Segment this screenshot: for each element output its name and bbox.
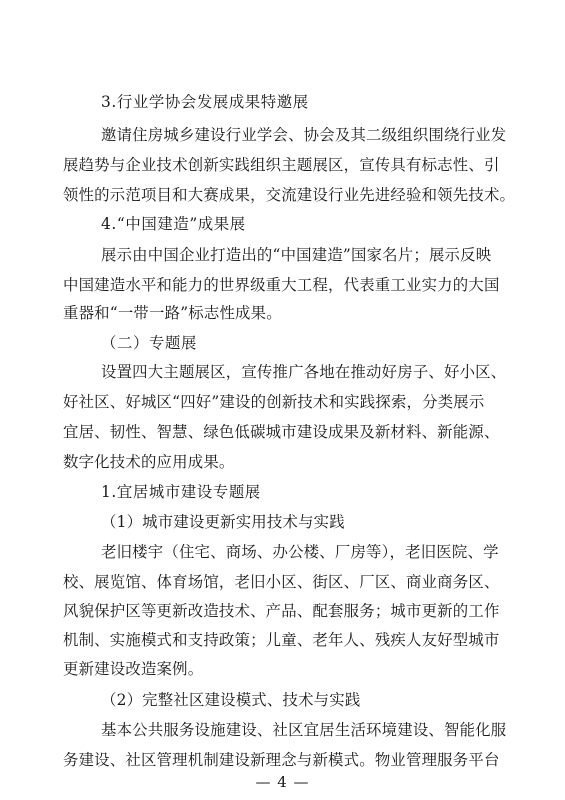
paragraph-line: 中国建造水平和能力的世界级重大工程，代表重工业实力的大国: [63, 276, 500, 294]
subheading-complete-community: （2）完整社区建设模式、技术与实践: [101, 691, 361, 709]
paragraph-line: 宜居、韧性、智慧、绿色低碳城市建设成果及新材料、新能源、: [63, 423, 500, 441]
heading-special-exhibition: （二）专题展: [101, 334, 197, 352]
paragraph-line: 展趋势与企业技术创新实践组织主题展区，宣传具有标志性、引: [63, 156, 500, 174]
paragraph-line: 邀请住房城乡建设行业学会、协会及其二级组织围绕行业发: [101, 126, 507, 144]
paragraph-line: 机制、实施模式和支持政策；儿童、老年人、残疾人友好型城市: [63, 631, 500, 649]
heading-livable-city-exhibition: 1.宜居城市建设专题展: [101, 483, 261, 501]
paragraph-line: 务建设、社区管理机制建设新理念与新模式。物业管理服务平台: [63, 751, 500, 769]
paragraph-line: 风貌保护区等更新改造技术、产品、配套服务；城市更新的工作: [63, 602, 500, 620]
heading-industry-association-exhibition: 3.行业学协会发展成果特邀展: [101, 93, 309, 111]
heading-china-construction-exhibition: 4.“中国建造”成果展: [101, 215, 246, 233]
paragraph-line: 校、展览馆、体育场馆，老旧小区、街区、厂区、商业商务区、: [63, 573, 500, 591]
paragraph-line: 老旧楼宇（住宅、商场、办公楼、厂房等），老旧医院、学: [101, 543, 499, 561]
paragraph-line: 基本公共服务设施建设、社区宜居生活环境建设、智能化服: [101, 721, 507, 739]
paragraph-line: 展示由中国企业打造出的“中国建造”国家名片；展示反映: [101, 246, 492, 264]
paragraph-line: 重器和“一带一路”标志性成果。: [63, 304, 282, 322]
paragraph-line: 数字化技术的应用成果。: [63, 453, 235, 471]
paragraph-line: 好社区、好城区“四好”建设的创新技术和实践探索，分类展示: [63, 393, 485, 411]
paragraph-line: 领性的示范项目和大赛成果，交流建设行业先进经验和领先技术。: [63, 186, 516, 204]
paragraph-line: 更新建设改造案例。: [63, 660, 204, 678]
paragraph-line: 设置四大主题展区，宣传推广各地在推动好房子、好小区、: [101, 363, 507, 381]
subheading-urban-renewal: （1）城市建设更新实用技术与实践: [101, 513, 345, 531]
page-number: — 4 —: [255, 773, 310, 791]
